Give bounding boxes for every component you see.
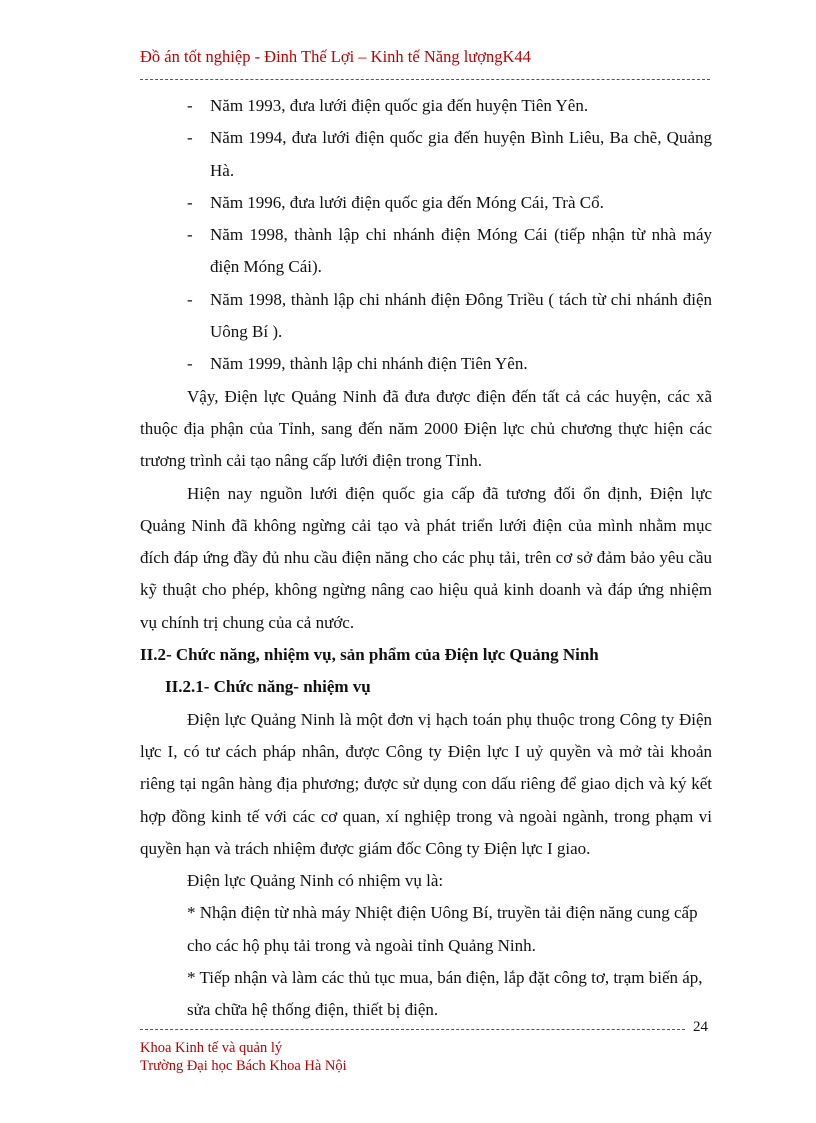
paragraph-summary: Vậy, Điện lực Quảng Ninh đã đưa được điện đến tất cả các huyện, các xã thuộc địa phận của Tỉnh, sang đến năm 2000 Điện lực chủ chương thực hiện các trương trình cải tạo nâng cấp lưới điện trong Tỉnh. (140, 386, 712, 471)
list-item (140, 90, 712, 122)
page-body (140, 90, 712, 1027)
list-item-text: Năm 1993, đưa lưới điện quốc gia đến huyện Tiên Yên. (210, 96, 589, 115)
list-item-text: Năm 1999, thành lập chi nhánh điện Tiên Yên. (210, 354, 528, 374)
list-marker: - (187, 128, 193, 148)
list-item-text: Năm 1998, thành lập chi nhánh điện Đông Triều ( tách từ chi nhánh điện Uông Bí ). (210, 289, 712, 342)
footer-divider (140, 1029, 685, 1030)
list-item (140, 219, 712, 284)
paragraph-duties-intro: Điện lực Quảng Ninh có nhiệm vụ là: (187, 871, 444, 891)
list-item-text: Năm 1994, đưa lưới điện quốc gia đến huyện Bình Liêu, Ba chẽ, Quảng Hà. (210, 128, 712, 180)
header-divider (140, 79, 710, 80)
section-heading: II.2- Chức năng, nhiệm vụ, sản phẩm của Điện lực Quảng Ninh (140, 645, 599, 665)
list-marker: - (187, 225, 193, 245)
footer-faculty: Khoa Kinh tế và quản lý (140, 1040, 283, 1056)
duty-item: * Tiếp nhận và làm các thủ tục mua, bán điện, lắp đặt công tơ, trạm biến áp, sửa chữa hệ thống điện, thiết bị điện. (187, 968, 703, 1020)
list-item (140, 187, 712, 219)
list-marker: - (187, 289, 193, 309)
list-item-text: Năm 1996, đưa lưới điện quốc gia đến Móng Cái, Trà Cổ. (210, 192, 604, 212)
paragraph-current-status: Hiện nay nguồn lưới điện quốc gia cấp đã tương đối ổn định, Điện lực Quảng Ninh đã không ngừng cải tạo và phát triển lưới điện của mình nhằm mục đích đáp ứng đầy đủ nhu cầu điện năng cho các phụ tải, trên cơ sở đảm bảo yêu cầu kỹ thuật cho phép, không ngừng nâng cao hiệu quả kinh doanh và đáp ứng nhiệm vụ chính trị chung của cả nước. (140, 483, 712, 632)
list-marker: - (187, 192, 193, 212)
footer-university: Trường Đại học Bách Khoa Hà Nội (140, 1058, 347, 1074)
list-item-text: Năm 1998, thành lập chi nhánh điện Móng Cái (tiếp nhận từ nhà máy điện Móng Cái). (210, 225, 712, 277)
list-marker: - (187, 354, 193, 374)
subsection-heading: II.2.1- Chức năng- nhiệm vụ (165, 677, 371, 697)
list-marker: - (187, 96, 193, 115)
page-number: 24 (693, 1019, 708, 1035)
document-header: Đồ án tốt nghiệp - Đinh Thế Lợi – Kinh tế Năng lượngK44 (140, 47, 531, 66)
list-item (140, 348, 712, 380)
list-item (140, 122, 712, 187)
duty-item: * Nhận điện từ nhà máy Nhiệt điện Uông Bí, truyền tải điện năng cung cấp cho các hộ phụ tải trong và ngoài tỉnh Quảng Ninh. (187, 903, 698, 955)
paragraph-description: Điện lực Quảng Ninh là một đơn vị hạch toán phụ thuộc trong Công ty Điện lực I, có tư cách pháp nhân, được Công ty Điện lực I uỷ quyền và mở tài khoản riêng tại ngân hàng địa phương; được sử dụng con dấu riêng để giao dịch và ký kết hợp đồng kinh tế với các cơ quan, xí nghiệp trong và ngoài ngành, trong phạm vi quyền hạn và trách nhiệm được giám đốc Công ty Điện lực I giao. (140, 709, 712, 858)
list-item (140, 284, 712, 349)
